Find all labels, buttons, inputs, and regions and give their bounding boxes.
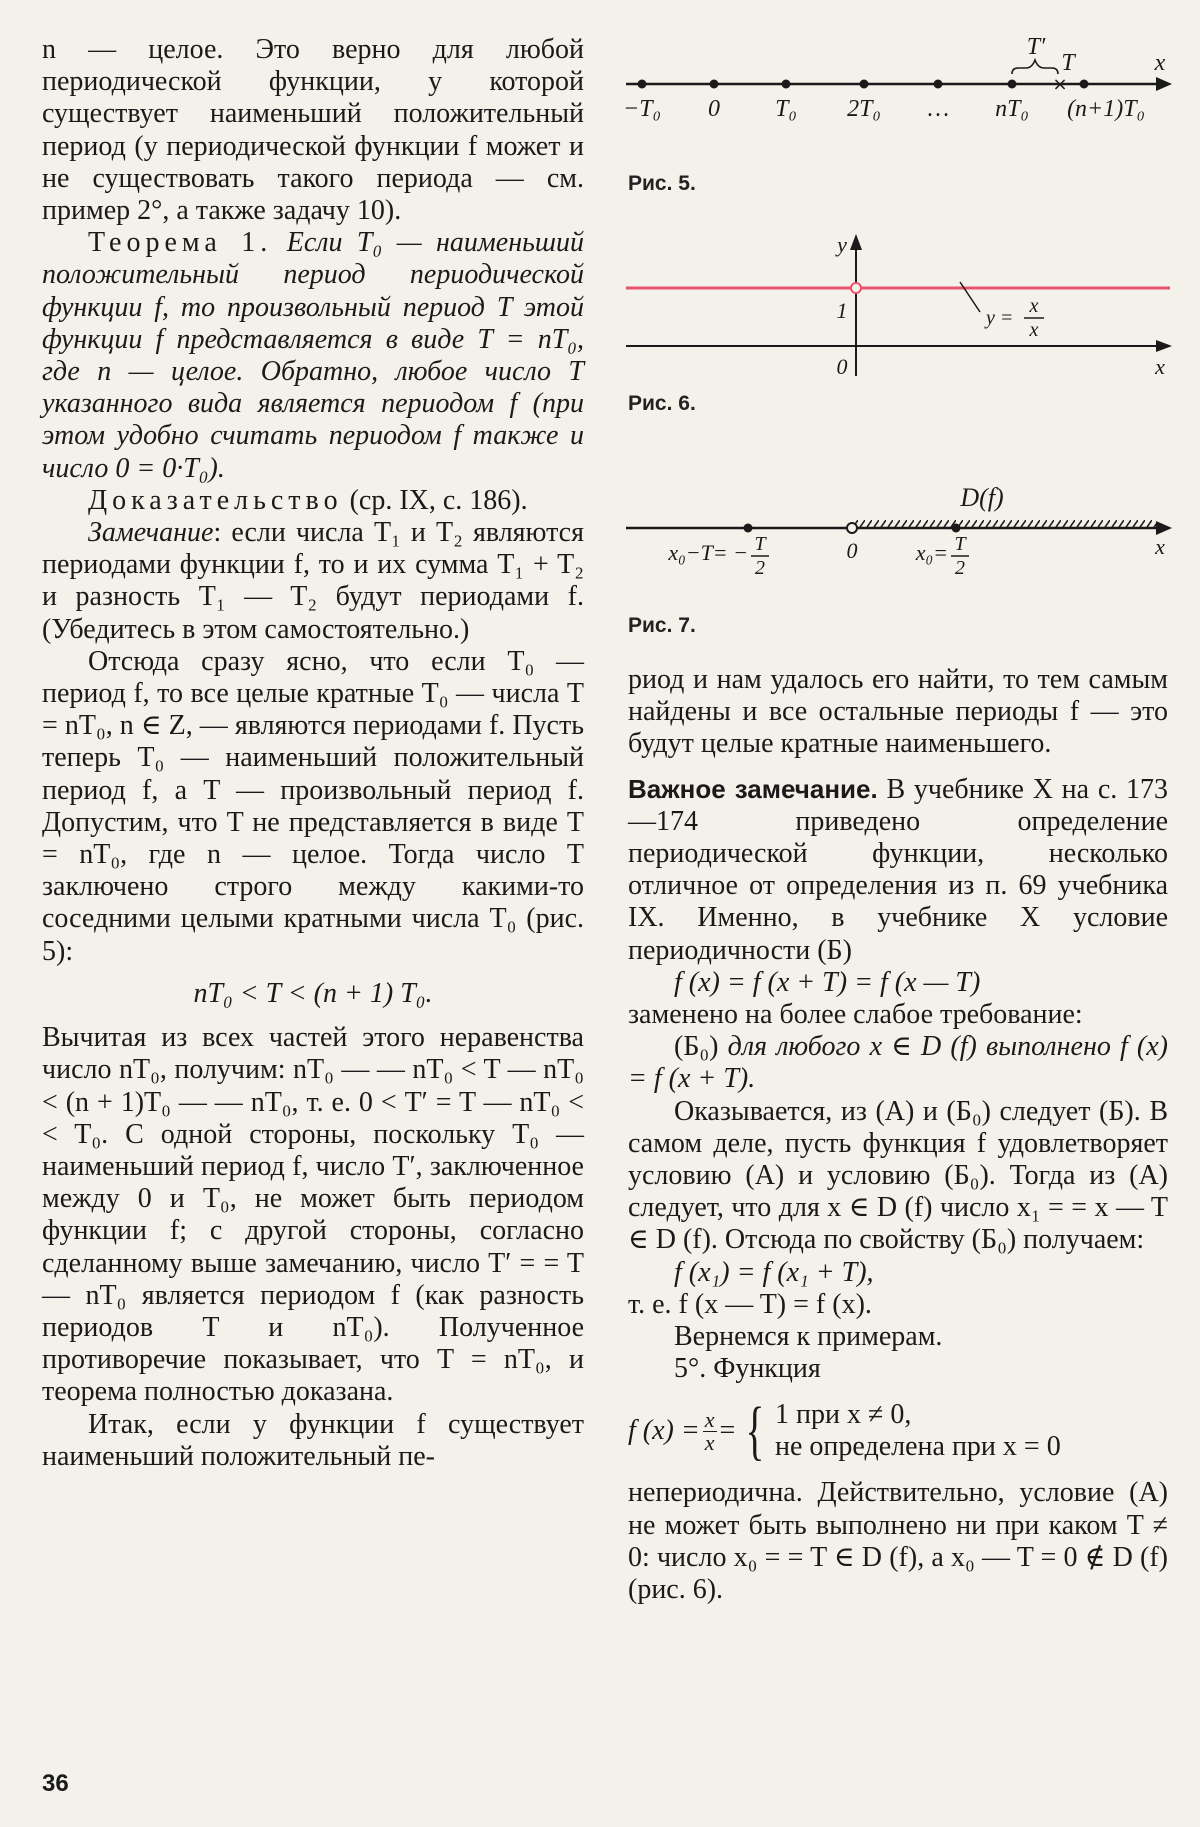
fig6-x-arrowhead <box>1156 340 1172 352</box>
important-label: Важное замечание. <box>628 773 878 804</box>
piecewise-lhs: f (x) = <box>628 1415 700 1447</box>
fig6-y-arrowhead <box>850 234 862 250</box>
figure-7 <box>620 470 1180 590</box>
fig5-brace <box>1012 60 1058 74</box>
fig5-point <box>860 80 869 89</box>
paragraph-conclusion: Итак, если у функции f существует наименьший положительный пе- <box>42 1408 584 1472</box>
right-column <box>628 664 1168 1606</box>
page-number: 36 <box>42 1770 69 1797</box>
fig6-hole-point <box>851 283 861 293</box>
paragraph-multiples: Отсюда сразу ясно, что если T₀ — период f, то все целые кратные T₀ — числа T = nT₀, n ∈ Z, — являются периодами f. Пусть теперь T₀ — наименьший положительный период f, а T — произвольный период f. Допустим, что T не представляется в виде T = nT₀, где n — целое. Тогда число T заключено строго между какими-то соседними целыми кратными числа T₀ (рис. 5): <box>42 645 584 967</box>
fig5-axis-label: x <box>1154 50 1166 76</box>
formula-x1: f (x₁) = f (x₁ + T), <box>674 1256 874 1288</box>
theorem-text: Если T₀ — наименьший положительный период периодической функции f, то произвольный период T этой функции f представляется в виде T = nT₀, где n — целое. Обратно, любое число T указанного вида является периодом f (при этом удобно считать периодом f также и число 0 = 0·T₀). <box>42 227 584 484</box>
fig6-caption: Рис. 6. <box>628 392 696 415</box>
fig7-left-frac-den: 2 <box>755 557 765 579</box>
piecewise-cases <box>775 1399 1061 1463</box>
remark-label: Замечание <box>88 517 214 549</box>
fig5-cross-label: T <box>1061 50 1075 76</box>
b0-text: для любого x ∈ D (f) выполнено f (x) = f (x + T). <box>628 1031 1168 1095</box>
left-brace: { <box>745 1394 765 1468</box>
example-5-label: 5°. Функция <box>674 1353 821 1385</box>
fig6-y-label: y <box>837 232 847 257</box>
fig7-right-frac-den: 2 <box>955 557 965 579</box>
fig6-x-label: x <box>1155 354 1165 378</box>
fig5-tick-label: −T₀ <box>623 96 661 122</box>
fig5-point <box>934 80 943 89</box>
paragraph-proof-b: Оказывается, из (А) и (Б₀) следует (Б). В самом деле, пусть функция f удовлетворяет условию (А) и условию (Б₀). Тогда из (А) следует, что для x ∈ D (f) число x₁ = = x — T ∈ D (f). Отсюда по свойству (Б₀) получаем: <box>628 1095 1168 1256</box>
fig7-left-label: x₀−T= − <box>668 540 748 565</box>
fig5-point <box>782 80 791 89</box>
piecewise-equals: = <box>719 1415 736 1447</box>
fig7-zero-point <box>847 523 857 533</box>
remark-text: : если числа T₁ и T₂ являются периодами функции f, то и их сумма T₁ + T₂ и разность T₁ — T₂ будут периодами f. (Убедитесь в этом самостоятельно.) <box>42 517 584 645</box>
fig7-left-point <box>744 524 753 533</box>
fig7-x-label: x <box>1155 534 1165 559</box>
fig5-tick-label: (n+1)T₀ <box>1067 96 1145 122</box>
fig7-right-point <box>952 524 961 533</box>
fig7-domain-hatch <box>852 520 1156 528</box>
fig5-cross: × <box>1052 74 1068 95</box>
fig7-right-label: x₀= <box>915 540 948 565</box>
proof-text: (ср. IX, с. 186). <box>349 484 528 516</box>
paragraph-nonperiodic: непериодична. Действительно, условие (А) не может быть выполнено ни при каком T ≠ 0: число x₀ = = T ∈ D (f), а x₀ — T = 0 ∉ D (f) (рис. 6). <box>628 1477 1169 1606</box>
fig5-tick-label: nT₀ <box>995 96 1029 122</box>
return-line: Вернемся к примерам. <box>674 1321 943 1353</box>
figure-5 <box>620 30 1180 130</box>
fig7-zero-label: 0 <box>846 538 858 563</box>
formula-b: f (x) = f (x + T) = f (x — T) <box>674 966 981 998</box>
fig5-point <box>1080 80 1089 89</box>
fig7-arrowhead <box>1156 521 1172 535</box>
fig5-caption: Рис. 5. <box>628 172 696 195</box>
fig7-domain-label: D(f) <box>960 483 1004 512</box>
b0-label: (Б₀) <box>674 1031 728 1063</box>
case-2: не определена при x = 0 <box>775 1431 1061 1463</box>
theorem-label: Теорема 1. <box>88 227 273 259</box>
fig5-arrowhead <box>1156 77 1172 91</box>
fig5-brace-label: T′ <box>1026 34 1046 60</box>
paragraph-period-continuation: риод и нам удалось его найти, то тем самым найдены и все остальные периоды f — это будут целые кратные наименьшего. <box>628 664 1168 760</box>
fig6-zero-label: 0 <box>836 354 848 378</box>
fig7-right-frac-num: T <box>954 533 966 555</box>
condition-b0 <box>628 1031 1168 1095</box>
paragraph-weaker-requirement: заменено на более слабое требование: <box>628 999 1083 1031</box>
formula-te: т. е. f (x — T) = f (x). <box>628 1288 872 1320</box>
remark <box>42 517 584 646</box>
fig6-one-label: 1 <box>836 298 848 323</box>
paragraph-subtraction: Вычитая из всех частей этого неравенства число nT₀, получим: nT₀ — — nT₀ < T — nT₀ < (n + 1)T₀ — — nT₀, т. е. 0 < T′ = T — nT₀ < < T₀. С одной стороны, поскольку T₀ — наименьший период f, число T′, заключенное между 0 и T₀, не может быть периодом функции f; с другой стороны, согласно сделанному выше замечанию, число T′ = = T — nT₀ является периодом f (как разность периодов T и nT₀). Полученное противоречие показывает, что T = nT₀, и теорема полностью доказана. <box>42 1022 584 1408</box>
proof <box>42 485 584 517</box>
fraction-numerator: x <box>704 1406 715 1432</box>
inequality-formula: nT₀ < T < (n + 1) T₀. <box>193 977 433 1009</box>
fig7-left-frac-num: T <box>754 533 766 555</box>
figure-6 <box>620 228 1180 378</box>
case-1: 1 при x ≠ 0, <box>775 1399 912 1431</box>
fig5-point <box>638 80 647 89</box>
left-column <box>42 34 584 1473</box>
fig6-curve-num: x <box>1029 295 1039 317</box>
paragraph-intro: n — целое. Это верно для любой периодической функции, у которой существует наименьший положительный период (у периодической функции f может и не существовать такого периода — см. пример 2°, а также задачу 10). <box>42 34 584 227</box>
fig5-point <box>710 80 719 89</box>
important-remark <box>628 773 1168 967</box>
piecewise-formula <box>628 1394 1168 1468</box>
proof-label: Доказательство <box>88 484 343 516</box>
piecewise-fraction <box>703 1406 717 1455</box>
fig5-tick-label: 2T₀ <box>847 96 881 122</box>
fig5-tick-label: 0 <box>708 96 720 122</box>
important-text: В учебнике X на с. 173—174 приведено определение периодической функции, несколько отличное от определения из п. 69 учебника IX. Именно, в учебнике X условие периодичности (Б) <box>628 773 1168 966</box>
fig5-tick-label: T₀ <box>775 96 797 122</box>
fig6-curve-den: x <box>1029 319 1039 341</box>
fig6-curve-label: y = <box>986 307 1014 329</box>
fig5-point <box>1008 80 1017 89</box>
theorem-1 <box>42 227 584 485</box>
fraction-denominator: x <box>704 1429 715 1455</box>
fig5-tick-label: … <box>926 96 950 122</box>
fig7-caption: Рис. 7. <box>628 614 696 637</box>
